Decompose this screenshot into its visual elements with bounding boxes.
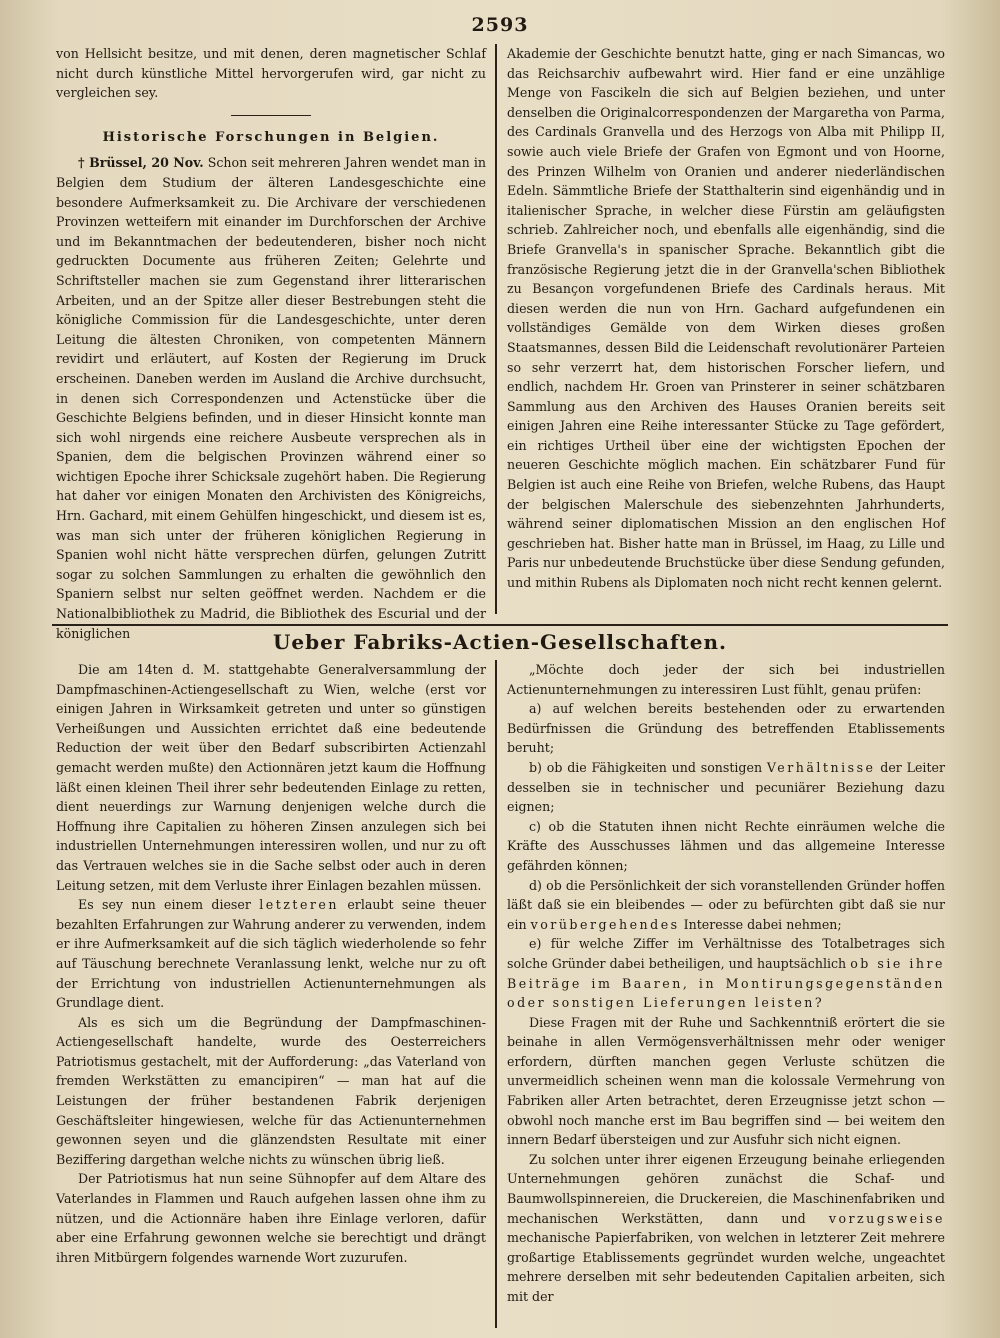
- column-top-left: [56, 44, 486, 643]
- text-run: Zu solchen unter ihrer eigenen Erzeugung beinahe erliegenden Unternehmungen gehören zunächst die Schaf- und Baumwollspinnereien, die Druckereien, die Maschinenfabriken und mechanischen Werkstätten, dann und: [507, 1151, 945, 1226]
- article-paragraph: Akademie der Geschichte benutzt hatte, ging er nach Simancas, wo das Reichsarchiv aufbewahrt wird. Hier fand er eine unzählige Menge von Fascikeln die sich auf Belgien beziehen, und unter denselben die Originalcorrespondenzen der Margaretha von Parma, des Cardinals Granvella und des Herzogs von Alba mit Philipp II, sowie auch viele Briefe der Grafen von Egmont und von Hoorne, des Prinzen Wilhelm von Oranien und anderer niederländischen Edeln. Sämmtliche Briefe der Statthalterin sind eigenhändig und in italienischer Sprache, in welcher diese Fürstin am geläufigsten schrieb. Zahlreicher noch, und ebenfalls alle eigenhändig, sind die Briefe Granvella's in spanischer Sprache. Bekanntlich gibt die französische Regierung jetzt die in der Granvella'schen Bibliothek zu Besançon vorgefundenen Briefe des Cardinals heraus. Mit diesen werden die nun von Hrn. Gachard aufgefundenen ein vollständiges Gemälde von dem Wirken dieses großen Staatsmannes, dessen Bild die Leidenschaft revolutionärer Parteien so sehr verzerrt hat, dem historischen Forscher liefern, und endlich, nachdem Hr. Groen van Prinsterer in seiner schätzbaren Sammlung aus den Archiven des Hauses Oranien bereits seit einigen Jahren eine Reihe interessanter Stücke zu Tage gefördert, ein richtiges Urtheil über eine der wichtigsten Epochen der neueren Geschichte möglich machen. Ein schätzbarer Fund für Belgien ist auch eine Reihe von Briefen, welche Rubens, das Haupt der belgischen Malerschule des siebenzehnten Jahrhunderts, während seiner diplomatischen Mission an den englischen Hof geschrieben hat. Bisher hatte man in Brüssel, im Haag, zu Lille und Paris nur unbedeutende Bruchstücke über diese Sendung gefunden, und mithin Rubens als Diplomaten noch nicht recht kennen gelernt.: [507, 46, 945, 591]
- emphasis-text: letzteren: [259, 897, 339, 913]
- article-paragraph: Die am 14ten d. M. stattgehabte Generalversammlung der Dampfmaschinen-Actiengesellschaft zu Wien, welche (erst vor einigen Jahren in Wirksamkeit getreten und unter so günstigen Verheißungen und Aussichten errichtet daß eine bedeutende Reduction der weit über den Bedarf subscribirten Actienzahl gemacht werden mußte) den Actionnären jetzt kaum die Hoffnung läßt einen kleinen Theil ihrer sehr bedeutenden Einlage zu retten, dient neuerdings zur Warnung denjenigen welche durch die Hoffnung ihre Capitalien zu höheren Zinsen anzulegen sich bei industriellen Unternehmungen interessiren wollen, und nur zu oft das Vertrauen welches sie in die Sache selbst oder auch in deren Leitung setzen, mit dem Verluste ihrer Einlagen bezahlen müssen.: [56, 662, 486, 893]
- column-bottom-left: [56, 660, 486, 1267]
- emphasis-text: vorübergehendes: [530, 916, 680, 932]
- dateline: † Brüssel, 20 Nov.: [78, 155, 204, 171]
- emphasis-text: ob sie ihre Beiträge im Baaren, in Montirungsgegenständen oder sonstigen Lieferungen leisten?: [507, 955, 945, 1011]
- text-run: erlaubt seine theuer bezahlten Erfahrungen zur Wahrung anderer zu verwenden, indem er ihre Aufmerksamkeit auf die sich täglich wiederholende so fehr auf Täuschung berechnete Veranlassung lenkt, welche nur zu oft der Errichtung von industriellen Actienunternehmungen als Grundlage dient.: [56, 897, 486, 1011]
- list-item: [507, 934, 945, 1012]
- article-text: Schon seit mehreren Jahren wendet man in Belgien dem Studium der älteren Landesgeschichte eine besondere Aufmerksamkeit zu. Die Archivare der verschiedenen Provinzen wetteifern mit einander im Durchforschen der Archive und im Bekanntmachen der bedeutenderen, bisher noch nicht gedruckten Documente aus früheren Zeiten; Gelehrte und Schriftsteller machen sie zum Gegenstand ihrer litterarischen Arbeiten, und an der Spitze aller dieser Bestrebungen steht die königliche Commission für die Landesgeschichte, unter deren Leitung die ältesten Chroniken, von competenten Männern revidirt und erläutert, auf Kosten der Regierung im Druck erscheinen. Daneben werden im Ausland die Archive durchsucht, in denen sich Correspondenzen und Actenstücke über die Geschichte Belgiens befinden, und in dieser Hinsicht konnte man sich wohl nirgends eine reichere Ausbeute versprechen als in Spanien, dem die belgischen Provinzen während einer so wichtigen Epoche ihrer Schicksale zugehört haben. Die Regierung hat daher vor einigen Monaten den Archivisten des Königreichs, Hrn. Gachard, mit einem Gehülfen hingeschickt, und diesem ist es, was man sich unter der früheren königlichen Regierung in Spanien wohl nicht hätte versprechen dürfen, gelungen Zutritt sogar zu solchen Sammlungen zu erhalten die gewöhnlich den Spaniern selbst nur selten geöffnet werden. Nachdem er die Nationalbibliothek zu Madrid, die Bibliothek des Escurial und der königlichen: [56, 155, 486, 641]
- column-bottom-right: [507, 660, 945, 1307]
- quote-intro: „Möchte doch jeder der sich bei industriellen Actienunternehmungen zu interessiren Lust fühlt, genau prüfen:: [507, 662, 945, 697]
- column-divider-bottom: [495, 660, 497, 1328]
- article-paragraph: Diese Fragen mit der Ruhe und Sachkenntniß erörtert die sie beinahe in allen Vermögensverhältnissen mehr oder weniger erfordern, dürften manchen gegen Verluste schützen die unvermeidlich scheinen wenn man die kolossale Vermehrung von Fabriken aller Arten betrachtet, deren Erzeugnisse jetzt schon — obwohl noch manche erst im Bau begriffen sind — bei weitem den innern Bedarf übersteigen und zur Ausfuhr sich nicht eignen.: [507, 1014, 945, 1148]
- article-paragraph: [56, 895, 486, 1013]
- text-run: b) ob die Fähigkeiten und sonstigen: [529, 759, 767, 775]
- text-run: d) ob die Persönlichkeit der sich voranstellenden Gründer hoffen läßt daß sie ein bleibendes — oder zu befürchten gibt daß sie nur ein: [507, 877, 945, 932]
- text-run: Interesse dabei nehmen;: [679, 916, 842, 932]
- text-run: der Leiter desselben sie in technischer und pecuniärer Beziehung dazu eignen;: [507, 759, 945, 815]
- horizontal-divider: [52, 624, 948, 626]
- emphasis-text: Verhältnisse: [766, 759, 876, 775]
- article-paragraph: [507, 1150, 945, 1307]
- section-heading: Historische Forschungen in Belgien.: [102, 129, 440, 145]
- list-item: [507, 758, 945, 817]
- article-title: Ueber Fabriks-Actien-Gesellschaften.: [272, 630, 728, 654]
- text-run: mechanische Papierfabriken, von welchen in letzterer Zeit mehrere großartige Etablissements gegründet wurden welche, ungeachtet mehrere derselben mit sehr bedeutenden Capitalien arbeiten, sich mit der: [507, 1230, 945, 1304]
- section-divider: [231, 115, 311, 116]
- text-run: Es sey nun einem dieser: [78, 897, 260, 913]
- column-top-right: [507, 44, 945, 593]
- column-divider-top: [495, 44, 497, 614]
- article-paragraph: [56, 153, 486, 643]
- emphasis-text: vorzugsweise: [828, 1210, 945, 1226]
- list-item: a) auf welchen bereits bestehenden oder zu erwartenden Bedürfnissen die Gründung des betreffenden Etablissements beruht;: [507, 701, 945, 756]
- list-item: c) ob die Statuten ihnen nicht Rechte einräumen welche die Kräfte des Ausschusses lähmen und das allgemeine Interesse gefährden können;: [507, 818, 945, 873]
- article-paragraph: Als es sich um die Begründung der Dampfmaschinen-Actiengesellschaft handelte, wurde des Oesterreichers Patriotismus gestachelt, mit der Aufforderung: „das Vaterland von fremden Werkstätten zu emancipiren“ — man hat auf die Leistungen der früher bestandenen Fabrik derjenigen Geschäftsleiter hingewiesen, welche für das Actienunternehmen gewonnen seyen und die glänzendsten Resultate mit einer Beziffering dargethan welche nichts zu wünschen übrig ließ.: [56, 1014, 486, 1167]
- continued-paragraph: von Hellsicht besitze, und mit denen, deren magnetischer Schlaf nicht durch künstliche Mittel hervorgerufen wird, gar nicht zu vergleichen sey.: [56, 46, 486, 101]
- list-item: [507, 876, 945, 935]
- article-paragraph: Der Patriotismus hat nun seine Sühnopfer auf dem Altare des Vaterlandes in Flammen und Rauch aufgehen lassen ohne ihm zu nützen, und die Actionnäre haben ihre Einlage verloren, dafür aber eine Erfahrung gewonnen welche sie berechtigt und drängt ihren Mitbürgern folgendes warnende Wort zuzurufen.: [56, 1171, 486, 1265]
- text-run: e) für welche Ziffer im Verhältnisse des Totalbetrages sich solche Gründer dabei betheiligen, und hauptsächlich: [507, 936, 945, 971]
- page-number: 2593: [471, 14, 529, 36]
